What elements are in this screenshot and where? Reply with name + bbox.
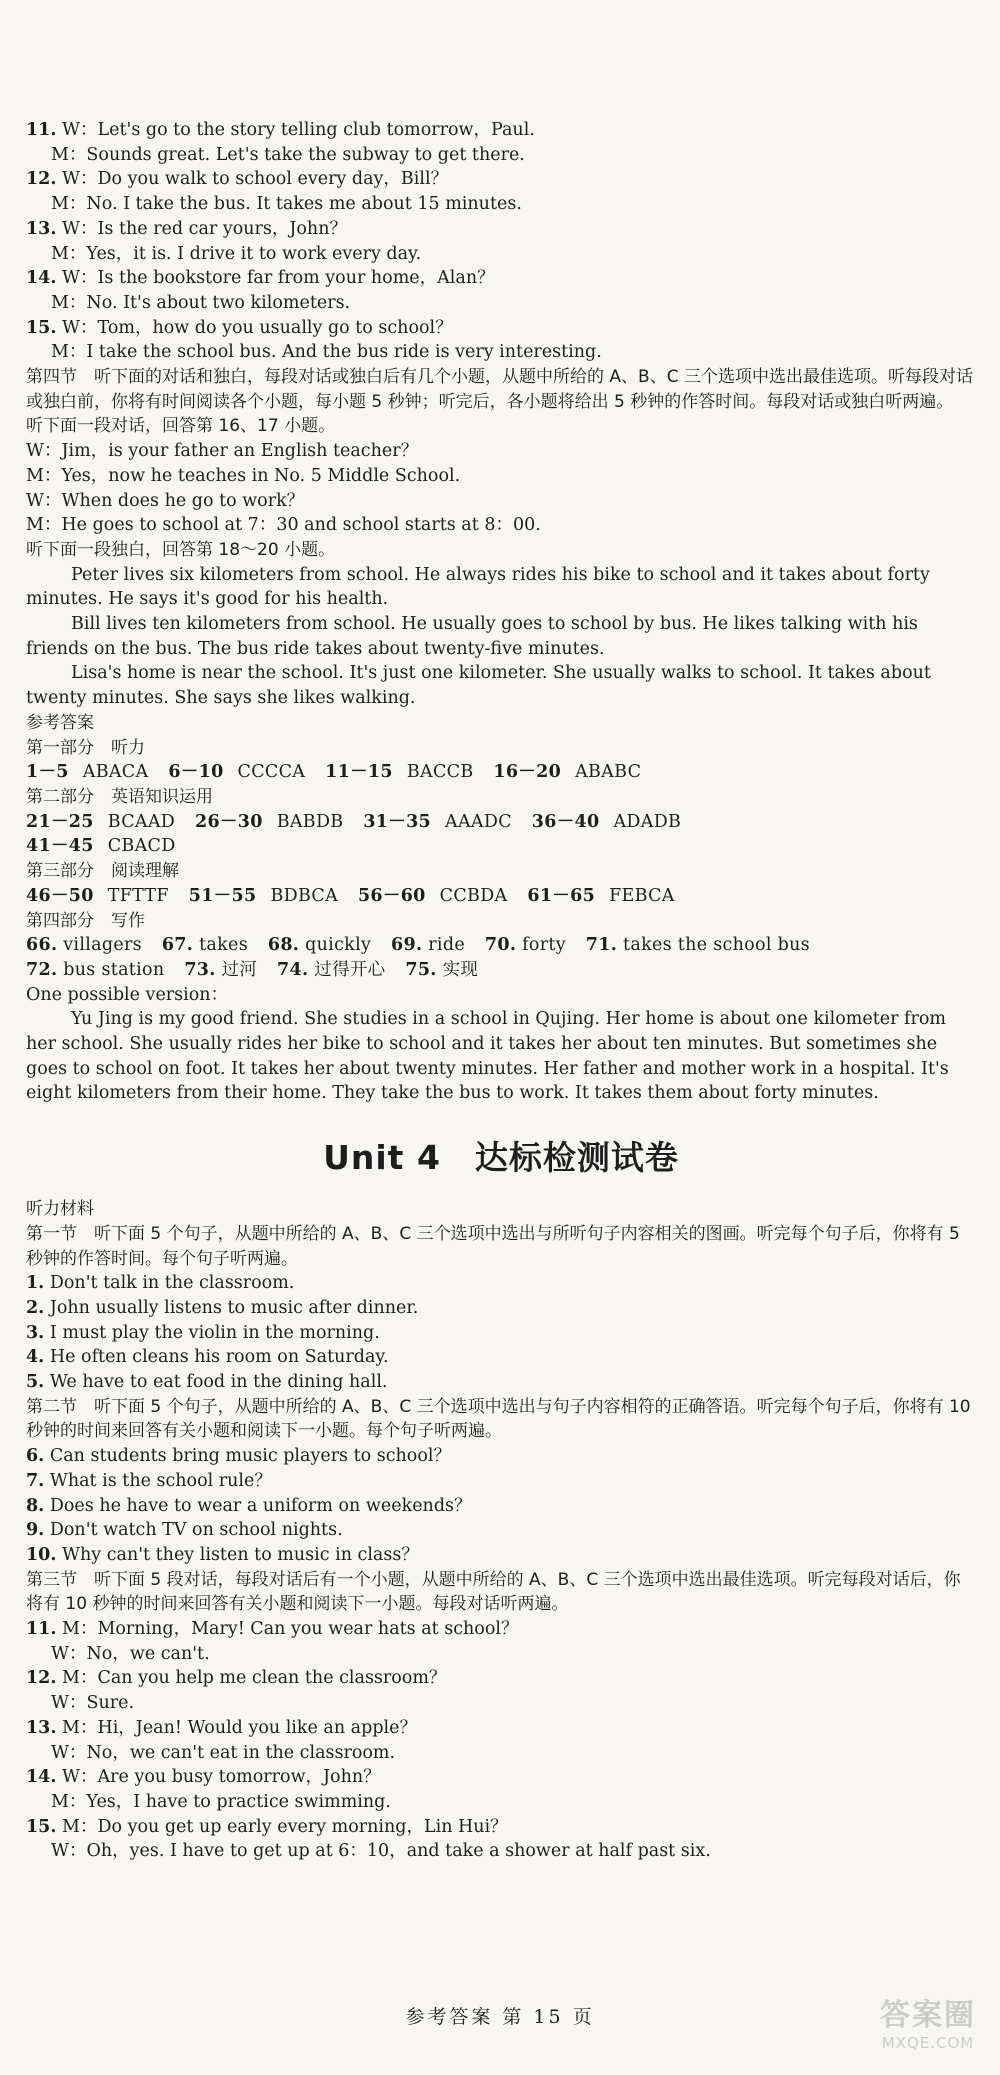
answer-row (26, 760, 976, 785)
dialog-line: W：No，we can't eat in the classroom. (51, 1742, 396, 1763)
dialog-line: M：Morning，Mary! Can you wear hats at school？ (62, 1619, 519, 1640)
item-number: 15. (26, 1816, 57, 1837)
answer-key: ABACA (82, 762, 149, 783)
item-number: 9. (26, 1520, 45, 1541)
part-label: 第四部分 (26, 910, 94, 931)
answer-range: 41－45 (26, 836, 94, 857)
monologue-intro: 听下面一段独白，回答第 18～20 小题。 (26, 539, 336, 560)
section-title: 第二节 (26, 1396, 77, 1417)
answer-number: 73. (184, 959, 216, 980)
item-number: 13. (26, 1717, 57, 1738)
dialog-line: W：Is the bookstore far from your home，Alan？ (62, 268, 495, 289)
answer-key: BACCB (406, 762, 474, 783)
section-4-instructions (26, 365, 976, 414)
answer-range: 61－65 (527, 885, 596, 906)
dialog-line: W：Do you walk to school every day，Bill？ (62, 169, 449, 190)
answer-row (26, 933, 976, 958)
unit-title-text: 达标检测试卷 (474, 1138, 679, 1178)
item-number: 13. (26, 218, 57, 239)
item-number: 6. (26, 1446, 45, 1467)
answer-row (26, 958, 976, 983)
answer-key: CCCCA (237, 762, 306, 783)
sentence: Don't watch TV on school nights. (49, 1520, 343, 1541)
answer-key: CCBDA (439, 885, 508, 906)
part-name: 听力 (111, 737, 145, 758)
dialog-line: M：No. It's about two kilometers. (51, 292, 351, 313)
answers-part-3 (26, 859, 976, 884)
dialog-line: W：Let's go to the story telling club tomorrow，Paul. (62, 120, 535, 140)
material-label: 听力材料 (26, 1199, 94, 1220)
answer-number: 66. (26, 935, 58, 956)
sentence: Why can't they listen to music in class？ (62, 1544, 419, 1565)
item-number: 3. (26, 1322, 45, 1343)
item-number: 12. (26, 169, 57, 190)
answer-key: BCAAD (107, 811, 176, 832)
section-1-instructions (26, 1222, 976, 1271)
answer-key: bus station (63, 959, 165, 980)
section-title: 第四节 (26, 367, 77, 388)
answer-key: ABABC (575, 762, 642, 783)
watermark-text: 答案圈 (880, 1998, 976, 2033)
dialog-line: M：Yes，it is. I drive it to work every day. (51, 243, 422, 264)
part-name: 阅读理解 (111, 861, 179, 882)
dialog-line: M：Yes，now he teaches in No. 5 Middle School. (26, 465, 461, 486)
watermark-logo (868, 1990, 988, 2060)
sentence: Does he have to wear a uniform on weekends？ (49, 1495, 472, 1516)
answer-row (26, 884, 976, 909)
answer-range: 36－40 (531, 811, 600, 832)
dialog-line: M：Sounds great. Let's take the subway to get there. (51, 144, 525, 165)
dialog-line: W：No，we can't. (51, 1643, 210, 1664)
answer-key: AAADC (445, 811, 512, 832)
answer-range: 16－20 (493, 762, 562, 783)
section-text: 听下面的对话和独白，每段对话或独白后有几个小题，从题中所给的 A、B、C 三个选项中选出最佳选项。听每段对话或独白前，你将有时间阅读各个小题，每小题 5 秒钟；听完后，各小题将给出 5 秒钟的作答时间。每段对话或独白听两遍。 (26, 367, 973, 412)
answer-key: CBACD (107, 836, 176, 857)
dialog-line: M：He goes to school at 7：30 and school starts at 8：00. (26, 515, 541, 536)
item-number: 1. (26, 1273, 45, 1294)
answer-number: 70. (484, 935, 517, 956)
section-text: 听下面 5 段对话，每段对话后有一个小题，从题中所给的 A、B、C 三个选项中选出最佳选项。听完每段对话后，你将有 10 秒钟的时间来回答有关小题和阅读下一小题。每段对话听两遍。 (26, 1569, 961, 1615)
version-label: One possible version： (26, 984, 229, 1005)
answer-range: 51－55 (188, 885, 257, 906)
answer-row (26, 834, 976, 859)
answer-number: 68. (267, 935, 300, 956)
dialog-group-11-15 (26, 118, 976, 365)
dialog-intro: 听下面一段对话，回答第 16、17 小题。 (26, 416, 336, 437)
answer-range: 26－30 (194, 811, 263, 832)
answers-heading: 参考答案 (26, 712, 94, 733)
item-number: 14. (26, 1767, 57, 1788)
part-name: 写作 (111, 910, 145, 931)
page-content (26, 118, 976, 1864)
answer-row (26, 810, 976, 835)
answer-key: ADADB (613, 811, 682, 832)
answer-range: 21－25 (26, 811, 94, 832)
answer-range: 31－35 (363, 811, 432, 832)
answer-key: BDBCA (270, 885, 339, 906)
item-number: 12. (26, 1668, 57, 1689)
answer-range: 46－50 (26, 885, 94, 906)
dialog-line: M：Do you get up early every morning，Lin Hui？ (62, 1816, 508, 1837)
sentence: He often cleans his room on Saturday. (49, 1347, 389, 1368)
answer-range: 56－60 (357, 885, 426, 906)
sentence: Don't talk in the classroom. (49, 1273, 295, 1294)
answer-number: 72. (26, 959, 58, 980)
answer-number: 67. (161, 935, 194, 956)
part-name: 英语知识运用 (111, 786, 213, 807)
answers-part-2 (26, 785, 976, 810)
sentence: Can students bring music players to school？ (49, 1446, 451, 1467)
item-number: 4. (26, 1347, 45, 1368)
page-footer: 参考答案 第 15 页 (405, 2006, 595, 2028)
item-number: 11. (26, 1619, 57, 1640)
dialog-line: W：Tom，how do you usually go to school？ (62, 317, 453, 338)
dialog-line: W：Sure. (51, 1693, 135, 1714)
answer-key: 实现 (442, 959, 479, 980)
unit-title (26, 1132, 976, 1179)
part-label: 第二部分 (26, 786, 94, 807)
answer-number: 74. (277, 959, 309, 980)
section-3-instructions (26, 1568, 976, 1617)
dialog-line: M：I take the school bus. And the bus ride is very interesting. (51, 342, 602, 363)
answer-key: takes the school bus (623, 935, 810, 956)
dialog-line: M：Yes，I have to practice swimming. (51, 1792, 391, 1812)
item-number: 8. (26, 1495, 45, 1516)
answer-key: ride (428, 935, 465, 956)
dialog-line: W：Jim，is your father an English teacher？ (26, 441, 419, 462)
answer-range: 11－15 (325, 762, 393, 783)
item-number: 5. (26, 1372, 45, 1393)
unit-number: Unit 4 (323, 1138, 441, 1178)
answer-key: FEBCA (609, 885, 675, 906)
item-number: 15. (26, 317, 57, 338)
monologue-paragraph: Bill lives ten kilometers from school. He usually goes to school by bus. He likes talking with his friends on the bus. The bus ride takes about twenty-five minutes. (26, 614, 918, 659)
answer-key: forty (522, 935, 566, 956)
section-title: 第三节 (26, 1569, 77, 1590)
item-number: 2. (26, 1297, 45, 1318)
dialog-line: W：When does he go to work？ (26, 490, 305, 511)
section-text: 听下面 5 个句子，从题中所给的 A、B、C 三个选项中选出与句子内容相符的正确答语。听完每个句子后，你将有 10 秒钟的时间来回答有关小题和阅读下一小题。每个句子听两遍。 (26, 1396, 971, 1442)
answer-number: 75. (405, 959, 437, 980)
answers-part-4 (26, 909, 976, 934)
dialog-line: M：No. I take the bus. It takes me about 15 minutes. (51, 194, 522, 215)
answer-number: 69. (391, 935, 423, 956)
part-label: 第三部分 (26, 861, 94, 882)
answer-key: BABDB (276, 811, 344, 832)
answer-key: 过河 (221, 959, 258, 980)
monologue-paragraph: Peter lives six kilometers from school. He always rides his bike to school and it takes about forty minutes. He says it's good for his health. (26, 564, 930, 610)
answer-range: 1－5 (26, 762, 69, 783)
dialog-line: M：Can you help me clean the classroom？ (62, 1668, 447, 1689)
answer-range: 6－10 (168, 762, 224, 783)
model-essay: Yu Jing is my good friend. She studies in a school in Qujing. Her home is about one kilometer from her school. She usually rides her bike to school and it takes her about ten minutes. But sometimes she goes to school on foot. It takes her about twenty minutes. Her father and mother work in a hospital. It's eight kilometers from their home. They take the bus to work. It takes them about forty minutes. (26, 1009, 949, 1104)
section-title: 第一节 (26, 1223, 77, 1244)
answer-key: TFTTF (107, 885, 169, 906)
sentence: John usually listens to music after dinner. (49, 1297, 419, 1318)
watermark-url: MXQE.COM (881, 2034, 975, 2052)
item-number: 14. (26, 268, 57, 289)
sentence: We have to eat food in the dining hall. (49, 1372, 388, 1393)
answer-key: takes (199, 935, 248, 956)
section-2-instructions (26, 1395, 976, 1444)
part-label: 第一部分 (26, 737, 94, 758)
item-number: 10. (26, 1544, 57, 1565)
answer-number: 71. (585, 935, 618, 956)
sentence: I must play the violin in the morning. (49, 1322, 380, 1343)
answer-key: 过得开心 (314, 959, 386, 980)
answers-part-1 (26, 736, 976, 761)
answer-key: quickly (305, 935, 372, 956)
monologue-paragraph: Lisa's home is near the school. It's just one kilometer. She usually walks to school. It takes about twenty minutes. She says she likes walking. (26, 663, 931, 709)
dialog-line: W：Is the red car yours，John？ (62, 218, 347, 239)
dialog-line: W：Oh，yes. I have to get up at 6：10，and take a shower at half past six. (51, 1841, 711, 1862)
dialog-line: W：Are you busy tomorrow，John？ (62, 1767, 381, 1788)
item-number: 11. (26, 120, 57, 140)
dialog-line: M：Hi，Jean! Would you like an apple？ (62, 1717, 417, 1738)
section-text: 听下面 5 个句子，从题中所给的 A、B、C 三个选项中选出与所听句子内容相关的图画。听完每个句子后，你将有 5 秒钟的作答时间。每个句子听两遍。 (26, 1223, 960, 1269)
item-number: 7. (26, 1470, 45, 1491)
answer-key: villagers (63, 935, 142, 956)
sentence: What is the school rule？ (49, 1470, 272, 1491)
